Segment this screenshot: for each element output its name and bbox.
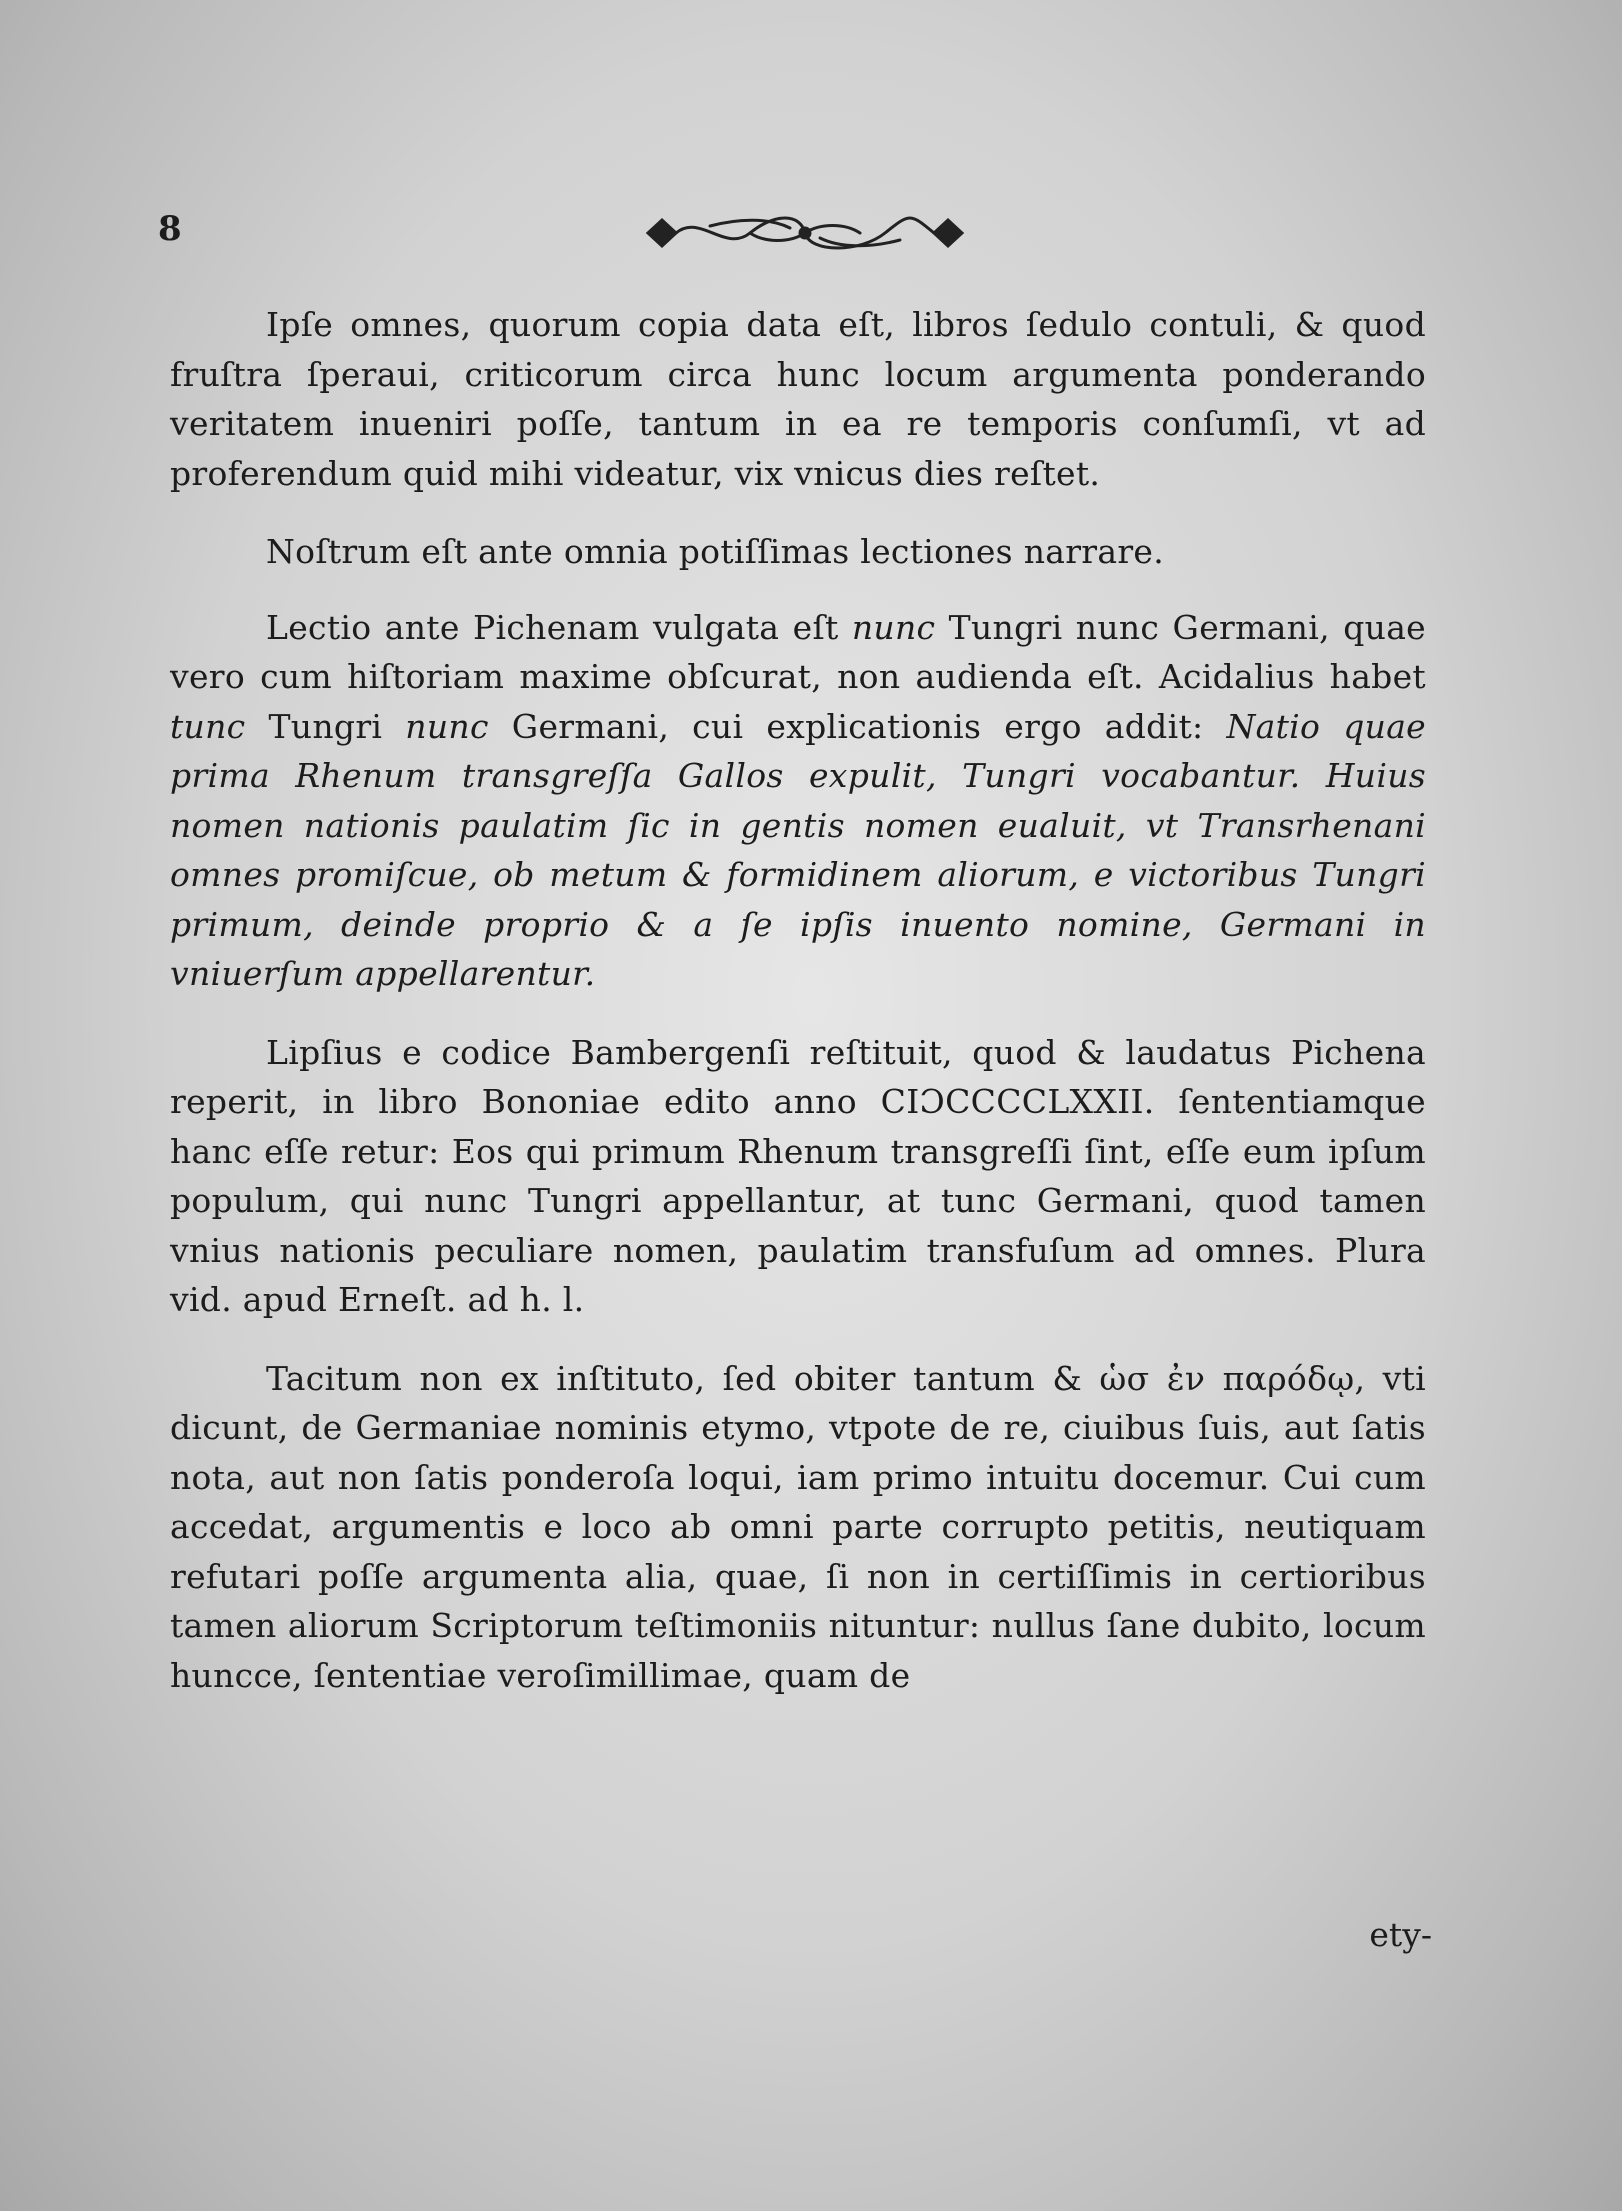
italic-text: nunc: [405, 706, 489, 746]
paragraph-1: [170, 300, 1426, 498]
paragraph-4: [170, 1028, 1426, 1325]
paragraph-text: Ipſe omnes, quorum copia data eſt, libros ſedulo contuli, & quod fruſtra ſperaui, criticorum circa hunc locum argumenta ponderando veritatem inueniri poſſe, tantum in ea re temporis conſumſi, vt ad proferendum quid mihi videatur, vix vnicus dies reſtet.: [170, 305, 1426, 493]
paragraph-text: Lipſius e codice Bambergenſi reſtituit, quod & laudatus Pichena reperit, in libro Bononiae edito anno CIƆCCCCLXXII. ſententiamque hanc eſſe retur: Eos qui primum Rhenum transgreſſi ſint, eſſe eum ipſum populum, qui nunc Tungri appellantur, at tunc Germani, quod tamen vnius nationis peculiare nomen, paulatim transfuſum ad omnes. Plura vid. apud Erneſt. ad h. l.: [170, 1032, 1426, 1319]
paragraph-text: Germani, cui explicationis ergo addit:: [488, 706, 1227, 746]
main-text: [170, 300, 1426, 1729]
ornament-icon: [630, 208, 980, 258]
italic-text: tunc: [170, 706, 246, 746]
paragraph-text: Tungri nunc Germani, quae vero cum hiſtoriam maxime obſcurat, non audienda eſt. Acidalius habet: [170, 607, 1426, 696]
paragraph-text: Lectio ante Pichenam vulgata eſt: [266, 607, 852, 647]
italic-text: nunc: [851, 607, 936, 647]
catchword: ety-: [1369, 1915, 1432, 1954]
paragraph-2: [170, 527, 1426, 577]
paragraph-text: Tungri: [245, 706, 406, 746]
italic-quote: Natio quae prima Rhenum transgreſſa Gallos expulit, Tungri vocabantur. Huius nomen nationis paulatim ſic in gentis nomen eualuit, vt Transrhenani omnes promiſcue, ob metum & formidinem aliorum, e victoribus Tungri primum, deinde proprio & a ſe ipſis inuento nomine, Germani in vniuerſum appellarentur.: [170, 706, 1426, 993]
paragraph-text: Noſtrum eſt ante omnia potiſſimas lectiones narrare.: [266, 532, 1165, 571]
paragraph-3: [170, 603, 1426, 999]
paragraph-text: Tacitum non ex inſtituto, ſed obiter tantum & ὡσ ἐν παρόδῳ, vti dicunt, de Germaniae nominis etymo, vtpote de re, ciuibus ſuis, aut ſatis nota, aut non ſatis ponderoſa loqui, iam primo intuitu docemur. Cui cum accedat, argumentis e loco ab omni parte corrupto petitis, neutiquam refutari poſſe argumenta alia, quae, ſi non in certiſſimis in certioribus tamen aliorum Scriptorum teſtimoniis nituntur: nullus ſane dubito, locum huncce, ſententiae veroſimillimae, quam de: [170, 1358, 1426, 1695]
page-number: 8: [158, 209, 182, 249]
paragraph-5: [170, 1354, 1426, 1701]
